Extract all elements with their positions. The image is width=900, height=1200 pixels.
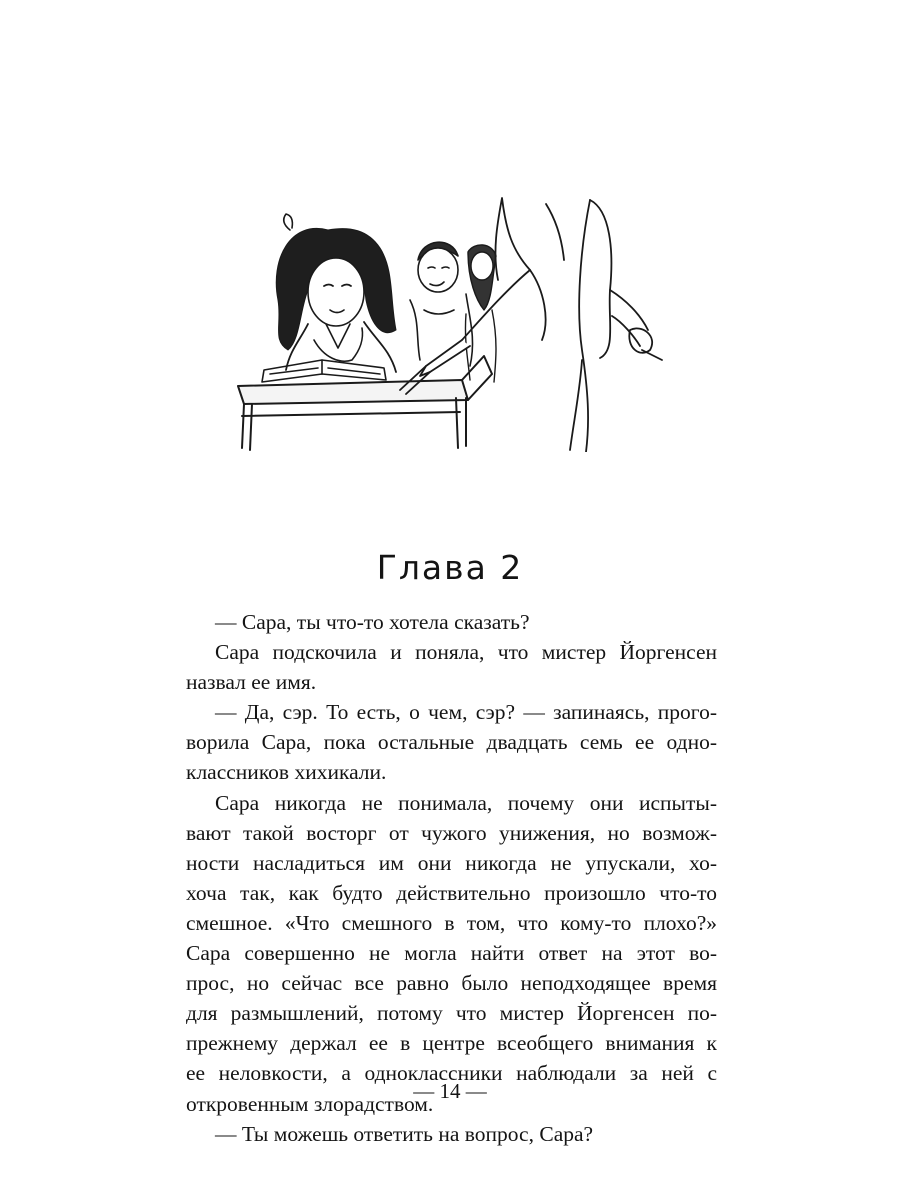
text-line: вают такой восторг от чужого унижения, но возмож- [186, 820, 717, 845]
text-line: — Сара, ты что-то хотела сказать? [215, 610, 530, 634]
text-line: хоча так, как будто действительно произошло что-то [186, 880, 717, 905]
text-line: прос, но сейчас все равно было неподходящее время [186, 971, 717, 996]
body-text [186, 607, 717, 1149]
page-number: — 14 — [413, 1079, 487, 1103]
classroom-sketch-illustration [230, 190, 670, 452]
text-line: классников хихикали. [186, 760, 387, 785]
text-line: — Ты можешь ответить на вопрос, Сара? [215, 1121, 594, 1146]
teacher-figure-sketch [400, 198, 662, 452]
text-line: назвал ее имя. [186, 670, 317, 695]
text-line: ворила Сара, пока остальные двадцать семь ее одно- [186, 730, 717, 755]
text-line: ности насладиться им они никогда не упускали, хо- [186, 850, 717, 875]
text-line: Сара никогда не понимала, почему они испыты- [215, 790, 717, 815]
text-line: смешное. «Что смешного в том, что кому-то плохо?» [186, 910, 717, 935]
text-line: — Да, сэр. То есть, о чем, сэр? — запинаясь, прого- [215, 700, 717, 725]
girl-figure-sketch [276, 214, 396, 372]
text-line: откровенным злорадством. [186, 1091, 434, 1116]
text-line: для размышлений, потому что мистер Йоргенсен по- [186, 1001, 717, 1026]
text-line: Сара совершенно не могла найти ответ на этот во- [186, 941, 717, 966]
text-line: прежнему держал ее в центре всеобщего внимания к [186, 1031, 717, 1056]
text-line: ее неловкости, а одноклассники наблюдали за ней с [186, 1061, 717, 1086]
book-sketch [262, 360, 386, 382]
text-line: Сара подскочила и поняла, что мистер Йоргенсен [215, 640, 717, 665]
chapter-title: Глава 2 [376, 548, 524, 587]
